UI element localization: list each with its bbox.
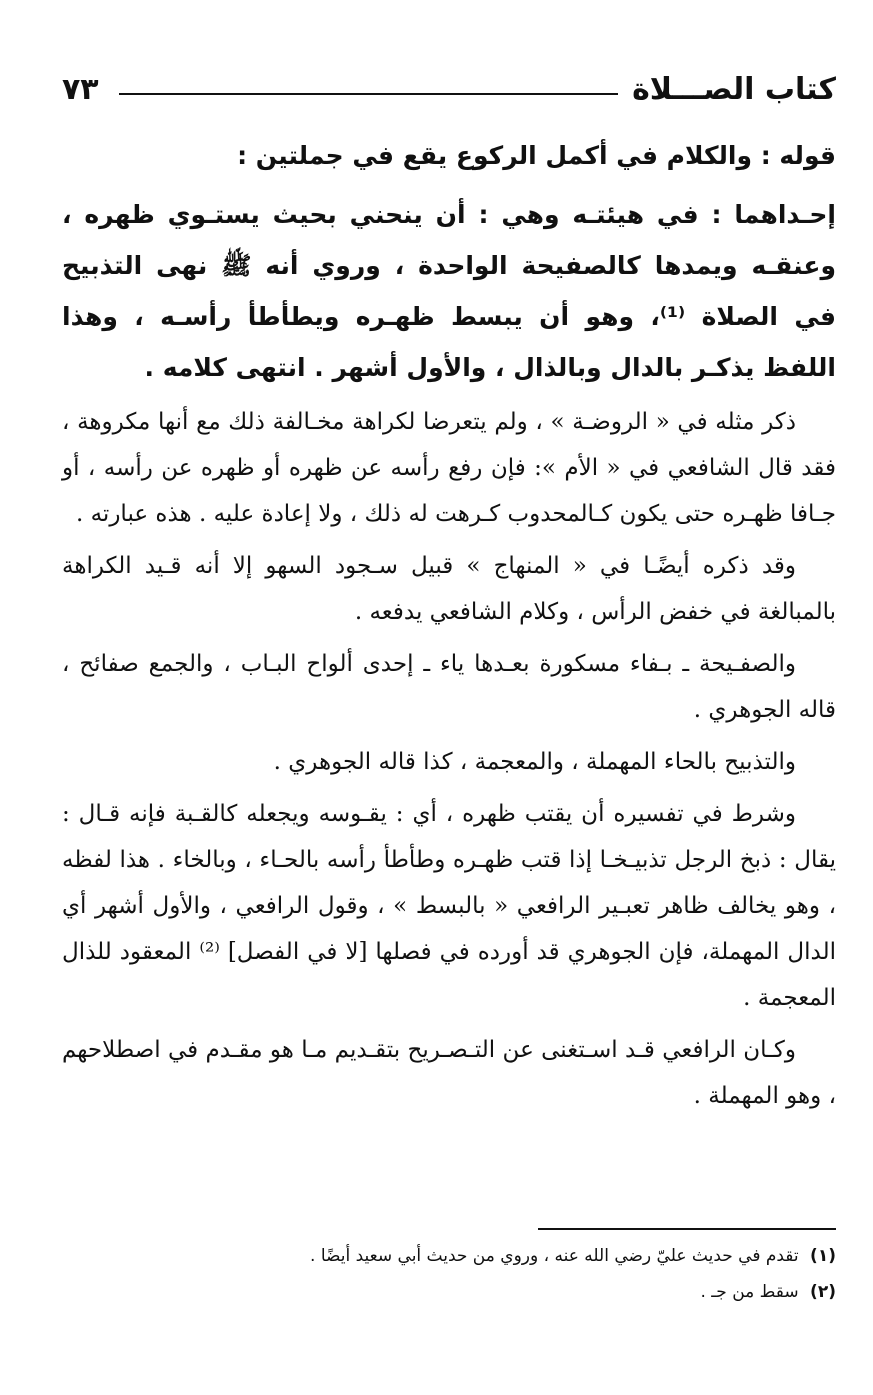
running-title: كتاب الصـــلاة — [632, 71, 836, 107]
footnote-number: (١) — [810, 1246, 836, 1266]
footnote-text: سقط من جـ . — [700, 1282, 799, 1302]
page-header — [62, 66, 836, 112]
commentary-paragraph: ذكر مثله في « الروضـة » ، ولم يتعرضا لكراهة مخـالفة ذلك مع أنها مكروهة ، فقد قال الشافعي في « الأم »: فإن رفع رأسه عن ظهره أو ظهره عن رأسه ، أو جـافا ظهـره حتى يكون كـالمحدوب كـرهت له ذلك ، ولا إعادة عليه . هذه عبارته . — [62, 409, 836, 527]
footnote-number: (٢) — [810, 1282, 836, 1302]
footnote-item — [62, 1238, 836, 1274]
commentary-paragraph: وشرط في تفسيره أن يقتب ظهره ، أي : يقـوسه ويجعله كالقـبة فإنه قـال : يقال : ذبخ الرجل تذبيـخـا إذا قتب ظهـره وطأطأ رأسه بالحـاء ، وبالخاء . هذا لفظه ، وهو يخالف ظاهر تعبـير الرافعي « بالبسط » ، وقول الرافعي ، والأول أشهر أي الدال المهملة، فإن الجوهري قد أورده في فصلها [لا في الفصل] ⁽²⁾ المعقود للذال المعجمة . — [62, 801, 836, 1011]
quoted-heading: قوله : والكلام في أكمل الركوع يقع في جملتين : — [237, 141, 836, 170]
quoted-passage: إحـداهما : في هيئتـه وهي : أن ينحني بحيث يستـوي ظهره ، وعنقـه ويمدها كالصفيحة الواحدة ، وروي أنه ﷺ نهى التذبيح في الصلاة ⁽¹⁾، وهو أن يبسط ظهـره ويطأطأ رأسـه ، وهذا اللفظ يذكـر بالدال وبالذال ، والأول أشهر . انتهى كلامه . — [62, 200, 836, 382]
footnote-text: تقدم في حديث عليّ رضي الله عنه ، وروي من حديث أبي سعيد أيضًا . — [310, 1246, 799, 1266]
commentary-paragraph: وكـان الرافعي قـد اسـتغنى عن التـصـريح بتقـديم مـا هو مقـدم في اصطلاحهم ، وهو المهملة . — [62, 1037, 836, 1109]
commentary-paragraph: وقد ذكره أيضًـا في « المنهاج » قبيل سـجود السهو إلا أنه قـيد الكراهة بالمبالغة في خفض الرأس ، وكلام الشافعي يدفعه . — [62, 553, 836, 625]
footnote-item — [62, 1274, 836, 1310]
page-body — [62, 130, 836, 1121]
header-rule — [119, 93, 618, 95]
footnotes — [62, 1238, 836, 1310]
commentary-paragraph: والتذبيح بالحاء المهملة ، والمعجمة ، كذا قاله الجوهري . — [273, 749, 796, 775]
commentary-paragraph: والصفـيحة ـ بـفاء مسكورة بعـدها ياء ـ إحدى ألواح البـاب ، والجمع صفائح ، قاله الجوهري . — [62, 651, 836, 723]
footnote-rule — [538, 1228, 836, 1230]
page-number: ٧٣ — [62, 71, 99, 107]
